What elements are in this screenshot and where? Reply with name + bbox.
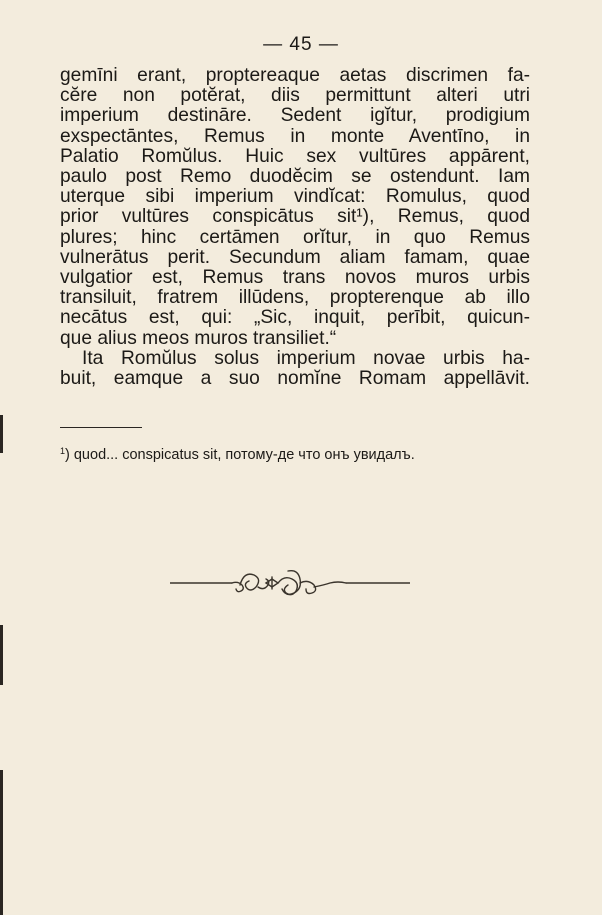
text-line: vulnerātus perit. Secundum aliam famam, quae: [60, 246, 530, 268]
text-line: que alius meos muros transiliet.“: [60, 327, 337, 349]
text-line: necātus est, qui: „Sic, inquit, perībit, quicun-: [60, 307, 530, 329]
text-line: plures; hinc certāmen orĭtur, in quo Remus: [60, 226, 530, 248]
page-edge-mark: [0, 625, 3, 685]
page-edge-mark: [0, 770, 3, 915]
paragraph-1: [60, 66, 530, 349]
body-text: [60, 66, 530, 389]
text-line: uterque sibi imperium vindĭcat: Romulus, quod: [60, 186, 530, 208]
text-line: Palatio Romŭlus. Huic sex vultūres appārent,: [60, 145, 530, 167]
text-line: vulgatior est, Remus trans novos muros urbis: [60, 267, 530, 289]
text-line: Ita Romŭlus solus imperium novae urbis ha-: [82, 347, 530, 369]
text-line: paulo post Remo duodĕcim se ostendunt. Iam: [60, 166, 530, 188]
text-line: prior vultūres conspicātus sit¹), Remus, quod: [60, 206, 530, 228]
text-line: gemīni erant, proptereaque aetas discrimen fa-: [60, 65, 530, 86]
footnote-divider: [60, 427, 142, 428]
footnote-marker: 1: [60, 446, 66, 456]
footnote-text: ) quod... conspicatus sit, потому-де что онъ увидалъ.: [65, 447, 415, 463]
text-line: transiluit, fratrem illūdens, propterenque ab illo: [60, 287, 530, 309]
text-line: cĕre non potĕrat, diis permittunt alteri utri: [60, 85, 530, 107]
page-number: — 45 —: [263, 34, 339, 55]
text-line: imperium destināre. Sedent igĭtur, prodigium: [60, 105, 530, 127]
text-line: buit, eamque a suo nomĭne Romam appellāvit.: [60, 368, 530, 390]
decorative-flourish-icon: [170, 565, 410, 601]
footnote: [60, 442, 530, 464]
text-line: exspectāntes, Remus in monte Aventīno, in: [60, 125, 530, 147]
paragraph-2: [60, 349, 530, 389]
page-edge-mark: [0, 415, 3, 453]
